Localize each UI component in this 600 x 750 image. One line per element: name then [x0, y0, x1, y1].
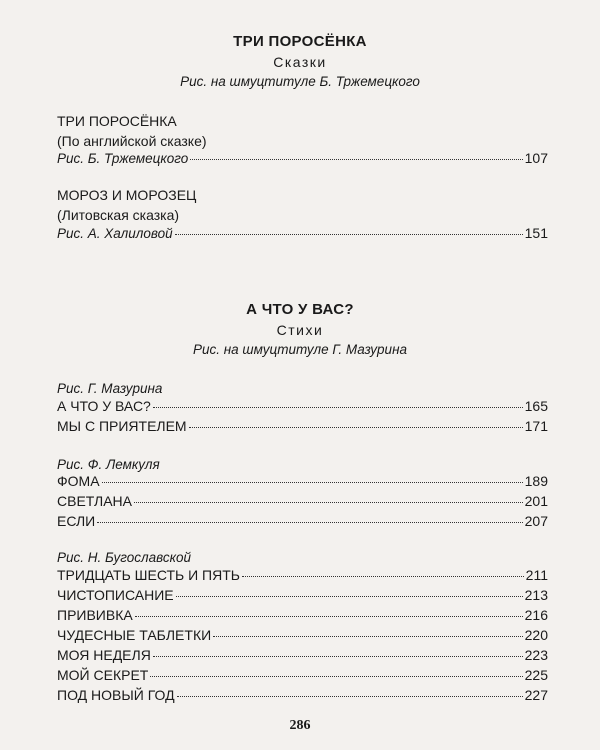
toc-entry[interactable]	[57, 418, 548, 438]
page-ref: 227	[524, 687, 548, 703]
page-ref: 223	[524, 647, 548, 663]
page-ref: 211	[525, 567, 548, 583]
entry-illustrator: Рис. А. Халиловой	[57, 226, 173, 241]
dot-leader	[153, 407, 523, 408]
page-ref: 171	[524, 418, 548, 434]
entry-title: ТРИДЦАТЬ ШЕСТЬ И ПЯТЬ	[57, 567, 240, 583]
page-ref: 216	[524, 607, 548, 623]
story-note: (Литовская сказка)	[57, 207, 180, 223]
page-ref: 207	[524, 513, 548, 529]
dot-leader	[102, 482, 523, 483]
group-illustrator: Рис. Г. Мазурина	[57, 381, 163, 396]
toc-entry[interactable]	[57, 667, 548, 687]
entry-illustrator: Рис. Б. Тржемецкого	[57, 151, 189, 166]
story-title: ТРИ ПОРОСЁНКА	[57, 113, 177, 129]
section-subtitle: Стихи	[276, 322, 324, 338]
entry-title: ЧУДЕСНЫЕ ТАБЛЕТКИ	[57, 627, 212, 643]
toc-entry[interactable]	[57, 687, 548, 707]
dot-leader	[97, 522, 522, 523]
group-illustrator: Рис. Н. Бугославской	[57, 550, 192, 565]
page-number: 286	[289, 718, 311, 733]
entry-title: МЫ С ПРИЯТЕЛЕМ	[57, 418, 187, 434]
toc-entry[interactable]	[57, 225, 548, 245]
entry-title: ФОМА	[57, 473, 100, 489]
page-ref: 213	[524, 587, 548, 603]
page-ref: 201	[524, 493, 548, 509]
entry-title: МОЙ СЕКРЕТ	[57, 667, 149, 683]
story-title: МОРОЗ И МОРОЗЕЦ	[57, 187, 197, 203]
section-title: ТРИ ПОРОСЁНКА	[233, 33, 367, 50]
dot-leader	[190, 159, 522, 160]
story-note: (По английской сказке)	[57, 133, 207, 149]
entry-title: ЕСЛИ	[57, 513, 96, 529]
toc-entry[interactable]	[57, 513, 548, 533]
page-ref: 165	[524, 398, 548, 414]
toc-entry[interactable]	[57, 627, 548, 647]
group-illustrator: Рис. Ф. Лемкуля	[57, 457, 160, 472]
toc-entry[interactable]	[57, 493, 548, 513]
dot-leader	[134, 502, 523, 503]
entry-title: ЧИСТОПИСАНИЕ	[57, 587, 174, 603]
section-illustrator: Рис. на шмуцтитуле Г. Мазурина	[192, 342, 408, 357]
section-subtitle: Сказки	[273, 54, 327, 70]
dot-leader	[213, 636, 522, 637]
page-ref: 151	[524, 225, 548, 241]
dot-leader	[176, 596, 523, 597]
entry-title: МОЯ НЕДЕЛЯ	[57, 647, 151, 663]
section-title: А ЧТО У ВАС?	[246, 301, 354, 318]
toc-entry[interactable]	[57, 150, 548, 170]
dot-leader	[150, 676, 522, 677]
section-illustrator: Рис. на шмуцтитуле Б. Тржемецкого	[180, 74, 420, 89]
dot-leader	[135, 616, 523, 617]
page-ref: 107	[524, 150, 548, 166]
toc-entry[interactable]	[57, 567, 548, 587]
entry-title: ПРИВИВКА	[57, 607, 133, 623]
dot-leader	[242, 576, 524, 577]
toc-entry[interactable]	[57, 398, 548, 418]
dot-leader	[177, 696, 523, 697]
page-ref: 189	[524, 473, 548, 489]
toc-entry[interactable]	[57, 587, 548, 607]
entry-title: А ЧТО У ВАС?	[57, 398, 151, 414]
toc-entry[interactable]	[57, 473, 548, 493]
page-ref: 220	[524, 627, 548, 643]
dot-leader	[153, 656, 523, 657]
dot-leader	[175, 234, 523, 235]
toc-entry[interactable]	[57, 607, 548, 627]
toc-entry[interactable]	[57, 647, 548, 667]
page-ref: 225	[524, 667, 548, 683]
dot-leader	[189, 427, 523, 428]
entry-title: СВЕТЛАНА	[57, 493, 133, 509]
entry-title: ПОД НОВЫЙ ГОД	[57, 687, 175, 703]
